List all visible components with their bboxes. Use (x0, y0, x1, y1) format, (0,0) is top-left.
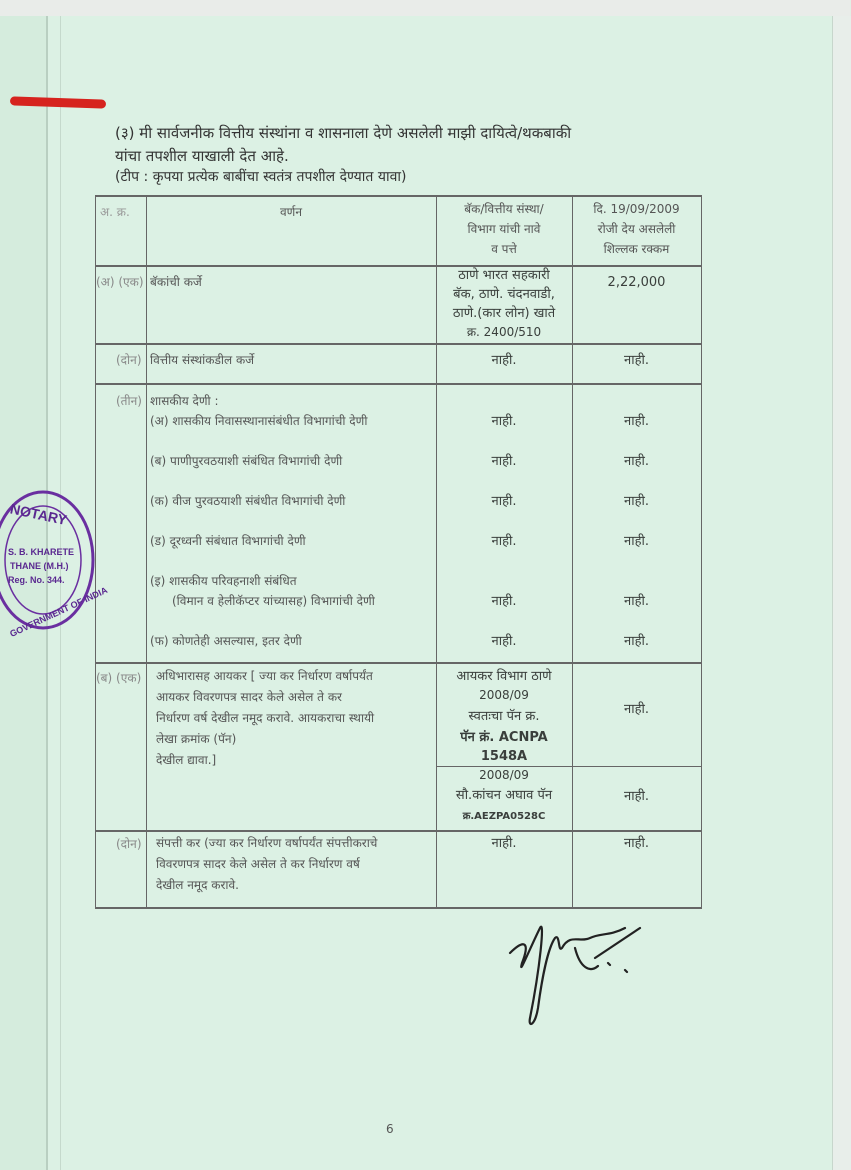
row1-number: (अ) (एक) (96, 275, 144, 289)
row5-desc-line: देखील नमूद करावे. (156, 878, 239, 892)
row3-item-bank: नाही. (491, 414, 517, 429)
row2-description: वित्तीय संस्थांकडील कर्जे (150, 353, 255, 367)
row4-desc-line: निर्धारण वर्ष देखील नमूद करावे. आयकराचा स्थायी (156, 711, 375, 725)
row3-item-desc: (फ) कोणतेही असल्यास, इतर देणी (150, 634, 302, 648)
row4-bank1-line: पॅन क्रं. ACNPA (460, 730, 548, 745)
col-header-bank-l1: बॅक/वित्तीय संस्था/ (464, 202, 544, 216)
intro-line-1: (३) मी सार्वजनीक वित्तीय संस्थांना व शासनाला देणे असलेली माझी दायित्वे/थकबाकी (115, 124, 572, 142)
row4-bank2-line: 2008/09 (479, 768, 529, 782)
stamp-name: S. B. KHARETE (8, 547, 75, 557)
col-header-serial: अ. क्र. (100, 205, 130, 219)
row3-item-amount: नाही. (624, 634, 649, 649)
row3-item-desc: (अ) शासकीय निवासस्थानासंबंधीत विभागांची देणी (150, 414, 368, 428)
row4-bank1-line: 2008/09 (479, 688, 529, 702)
col-header-description: वर्णन (279, 205, 302, 219)
row2-bank: नाही. (491, 353, 517, 368)
stamp-gov: GOVERNMENT OF INDIA (8, 584, 109, 639)
row4-amount1: नाही. (624, 702, 649, 717)
col-header-bank-l3: व पत्ते (491, 242, 517, 256)
row3-item-bank: नाही. (491, 594, 517, 609)
row4-desc-line: लेखा क्रमांक (पॅन) (156, 732, 237, 746)
row3-item-desc: (ड) दूरध्वनी संबंधात विभागांची देणी (150, 534, 306, 548)
row3-item-amount: नाही. (624, 494, 649, 509)
row1-bank-l3: ठाणे.(कार लोन) खाते (452, 306, 556, 321)
row3-item-amount: नाही. (624, 414, 649, 429)
col-header-amount-l2: रोजी देय असलेली (597, 222, 676, 236)
intro-line-2: यांचा तपशील याखाली देत आहे. (115, 147, 289, 165)
col-header-amount-l3: शिल्लक रक्कम (603, 242, 670, 256)
row5-desc-line: विवरणपत्र सादर केले असेल ते कर निर्धारण वर्ष (156, 857, 360, 871)
row3-item-bank: नाही. (491, 494, 517, 509)
row3-item-desc: (ब) पाणीपुरवठयाशी संबंधित विभागांची देणी (150, 454, 343, 468)
row5-number: (दोन) (116, 837, 142, 851)
row3-number: (तीन) (116, 394, 142, 408)
row4-bank2-line: क्र.AEZPA0528C (462, 811, 546, 822)
stamp-reg: Reg. No. 344. (8, 575, 65, 585)
stamp-city: THANE (M.H.) (10, 561, 69, 571)
scan-top-band (0, 0, 850, 16)
row4-amount2: नाही. (624, 789, 649, 804)
row4-bank2-line: सौ.कांचन अघाव पॅन (455, 788, 553, 803)
row1-bank-l4: क्र. 2400/510 (466, 325, 542, 339)
row4-desc-line: अधिभारासह आयकर [ ज्या कर निर्धारण वर्षापर्यंत (156, 669, 373, 683)
row5-desc-line: संपत्ती कर (ज्या कर निर्धारण वर्षापर्यंत संपत्तीकराचे (156, 836, 378, 850)
notary-stamp (0, 487, 109, 639)
row3-item-desc: (क) वीज पुरवठयाशी संबंधीत विभागांची देणी (150, 494, 346, 508)
page-number: 6 (386, 1122, 394, 1136)
row4-bank1-line: 1548A (480, 749, 528, 764)
page-edge (832, 16, 851, 1170)
row3-item-amount: नाही. (624, 534, 649, 549)
row3-item-bank: नाही. (491, 634, 517, 649)
row2-amount: नाही. (624, 353, 649, 368)
row1-amount: 2,22,000 (607, 275, 666, 290)
row1-description: बॅकांची कर्जे (150, 275, 202, 289)
col-header-amount-l1: दि. 19/09/2009 (593, 202, 680, 216)
row3-description: शासकीय देणी : (150, 394, 219, 408)
row3-item-bank: नाही. (491, 454, 517, 469)
row1-bank-l2: बॅक, ठाणे. चंदनवाडी, (453, 287, 555, 302)
row4-bank1-line: आयकर विभाग ठाणे (456, 669, 552, 684)
signature (500, 908, 650, 1033)
row2-number: (दोन) (116, 353, 142, 367)
row4-desc-line: देखील द्यावा.] (156, 753, 217, 767)
row3-item-bank: नाही. (491, 534, 517, 549)
row3-item-amount: नाही. (624, 594, 649, 609)
col-header-bank-l2: विभाग यांची नावे (467, 222, 541, 236)
row3-item-desc: (इ) शासकीय परिवहनाशी संबंधित (150, 574, 297, 588)
row5-bank: नाही. (491, 836, 517, 851)
row5-amount: नाही. (624, 836, 649, 851)
row4-desc-line: आयकर विवरणपत्र सादर केले असेल ते कर (156, 690, 342, 704)
row4-number: (ब) (एक) (96, 671, 142, 685)
intro-note: (टीप : कृपया प्रत्येक बाबींचा स्वतंत्र तपशील देण्यात यावा) (115, 169, 407, 185)
stamp-title: NOTARY (8, 500, 69, 529)
row3-item-desc-2: (विमान व हेलीकॅप्टर यांच्यासह) विभागांची देणी (172, 594, 375, 608)
row3-item-amount: नाही. (624, 454, 649, 469)
row4-bank1-line: स्वतःचा पॅन क्र. (468, 709, 540, 724)
row1-bank-l1: ठाणे भारत सहकारी (458, 268, 550, 283)
